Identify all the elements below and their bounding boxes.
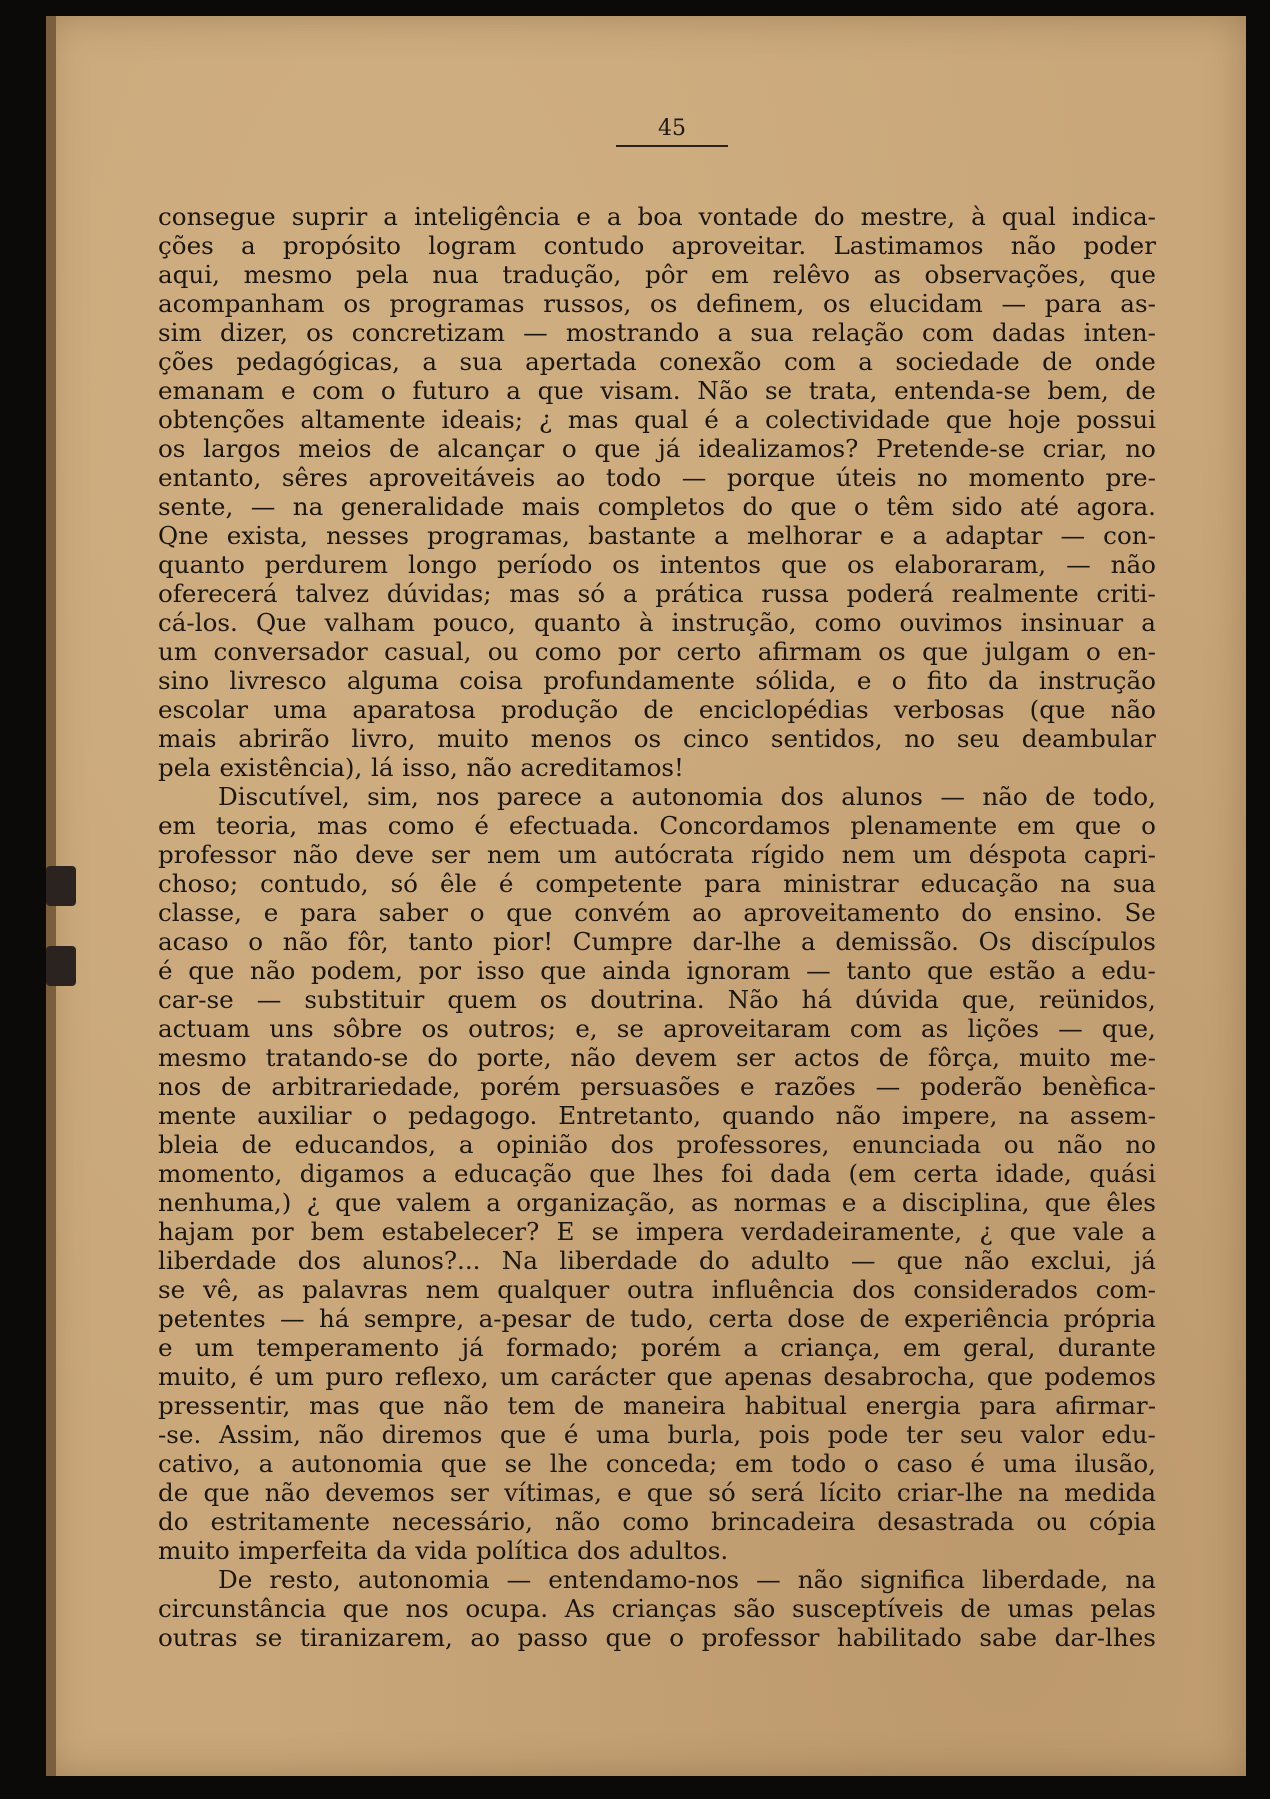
text-line: os largos meios de alcançar o que já idealizamos? Pretende-se criar, no	[158, 434, 1156, 463]
text-line: é que não podem, por isso que ainda ignoram — tanto que estão a edu-	[158, 956, 1156, 985]
text-line: de que não devemos ser vítimas, e que só será lícito criar-lhe na medida	[158, 1478, 1156, 1507]
text-line: mente auxiliar o pedagogo. Entretanto, quando não impere, na assem-	[158, 1101, 1156, 1130]
text-line: cativo, a autonomia que se lhe conceda; em todo o caso é uma ilusão,	[158, 1449, 1156, 1478]
text-line: pela existência), lá isso, não acreditamos!	[158, 753, 684, 782]
text-line: mesmo tratando-se do porte, não devem ser actos de fôrça, muito me-	[158, 1043, 1156, 1072]
text-line: sim dizer, os concretizam — mostrando a sua relação com dadas inten-	[158, 318, 1156, 347]
text-line: pressentir, mas que não tem de maneira habitual energia para afirmar-	[158, 1391, 1156, 1420]
text-line: consegue suprir a inteligência e a boa vontade do mestre, à qual indica-	[158, 202, 1156, 231]
text-line: petentes — há sempre, a-pesar de tudo, certa dose de experiência própria	[158, 1304, 1156, 1333]
text-line: Discutível, sim, nos parece a autonomia dos alunos — não de todo,	[218, 782, 1156, 811]
text-line: ções a propósito logram contudo aproveitar. Lastimamos não poder	[158, 231, 1156, 260]
paragraph	[158, 782, 1156, 1565]
text-line: circunstância que nos ocupa. As crianças são susceptíveis de umas pelas	[158, 1594, 1156, 1623]
text-line: acompanham os programas russos, os definem, os elucidam — para as-	[158, 289, 1156, 318]
text-line: muito imperfeita da vida política dos adultos.	[158, 1536, 729, 1565]
text-line: choso; contudo, só êle é competente para ministrar educação na sua	[158, 869, 1156, 898]
text-line: sino livresco alguma coisa profundamente sólida, e o fito da instrução	[158, 666, 1156, 695]
text-line: outras se tiranizarem, ao passo que o professor habilitado sabe dar-lhes	[158, 1623, 1156, 1652]
text-line: em teoria, mas como é efectuada. Concordamos plenamente em que o	[158, 811, 1156, 840]
text-line: aqui, mesmo pela nua tradução, pôr em relêvo as observações, que	[158, 260, 1156, 289]
text-line: actuam uns sôbre os outros; e, se aproveitaram com as lições — que,	[158, 1014, 1156, 1043]
page-number: 45	[616, 116, 728, 147]
paragraph	[158, 1565, 1156, 1652]
text-line: oferecerá talvez dúvidas; mas só a prática russa poderá realmente criti-	[158, 579, 1156, 608]
text-line: professor não deve ser nem um autócrata rígido nem um déspota capri-	[158, 840, 1156, 869]
text-line: ções pedagógicas, a sua apertada conexão com a sociedade de onde	[158, 347, 1156, 376]
text-line: De resto, autonomia — entendamo-nos — não significa liberdade, na	[218, 1565, 1156, 1594]
text-line: momento, digamos a educação que lhes foi dada (em certa idade, quási	[158, 1159, 1156, 1188]
text-line: emanam e com o futuro a que visam. Não se trata, entenda-se bem, de	[158, 376, 1156, 405]
text-line: entanto, sêres aproveitáveis ao todo — porque úteis no momento pre-	[158, 463, 1156, 492]
binding-mark	[46, 866, 76, 906]
paragraph	[158, 202, 1156, 782]
text-line: acaso o não fôr, tanto pior! Cumpre dar-lhe a demissão. Os discípulos	[158, 927, 1156, 956]
text-line: do estritamente necessário, não como brincadeira desastrada ou cópia	[158, 1507, 1156, 1536]
text-line: sente, — na generalidade mais completos do que o têm sido até agora.	[158, 492, 1156, 521]
text-line: quanto perdurem longo período os intentos que os elaboraram, — não	[158, 550, 1156, 579]
text-line: -se. Assim, não diremos que é uma burla, pois pode ter seu valor edu-	[158, 1420, 1156, 1449]
book-page	[46, 16, 1246, 1776]
text-line: se vê, as palavras nem qualquer outra influência dos considerados com-	[158, 1275, 1156, 1304]
text-line: cá-los. Que valham pouco, quanto à instrução, como ouvimos insinuar a	[158, 608, 1156, 637]
text-line: um conversador casual, ou como por certo afirmam os que julgam o en-	[158, 637, 1156, 666]
text-line: e um temperamento já formado; porém a criança, em geral, durante	[158, 1333, 1156, 1362]
body-text	[158, 202, 1156, 1652]
text-line: classe, e para saber o que convém ao aproveitamento do ensino. Se	[158, 898, 1156, 927]
text-line: nenhuma,) ¿ que valem a organização, as normas e a disciplina, que êles	[158, 1188, 1156, 1217]
text-line: car-se — substituir quem os doutrina. Não há dúvida que, reünidos,	[158, 985, 1156, 1014]
binding-mark	[46, 946, 76, 986]
text-line: liberdade dos alunos?... Na liberdade do adulto — que não exclui, já	[158, 1246, 1156, 1275]
text-line: bleia de educandos, a opinião dos professores, enunciada ou não no	[158, 1130, 1156, 1159]
text-line: mais abrirão livro, muito menos os cinco sentidos, no seu deambular	[158, 724, 1156, 753]
text-line: hajam por bem estabelecer? E se impera verdadeiramente, ¿ que vale a	[158, 1217, 1156, 1246]
text-line: nos de arbitrariedade, porém persuasões e razões — poderão benèfica-	[158, 1072, 1156, 1101]
text-line: muito, é um puro reflexo, um carácter que apenas desabrocha, que podemos	[158, 1362, 1156, 1391]
text-line: obtenções altamente ideais; ¿ mas qual é a colectividade que hoje possui	[158, 405, 1156, 434]
text-line: Qne exista, nesses programas, bastante a melhorar e a adaptar — con-	[158, 521, 1156, 550]
text-line: escolar uma aparatosa produção de enciclopédias verbosas (que não	[158, 695, 1156, 724]
